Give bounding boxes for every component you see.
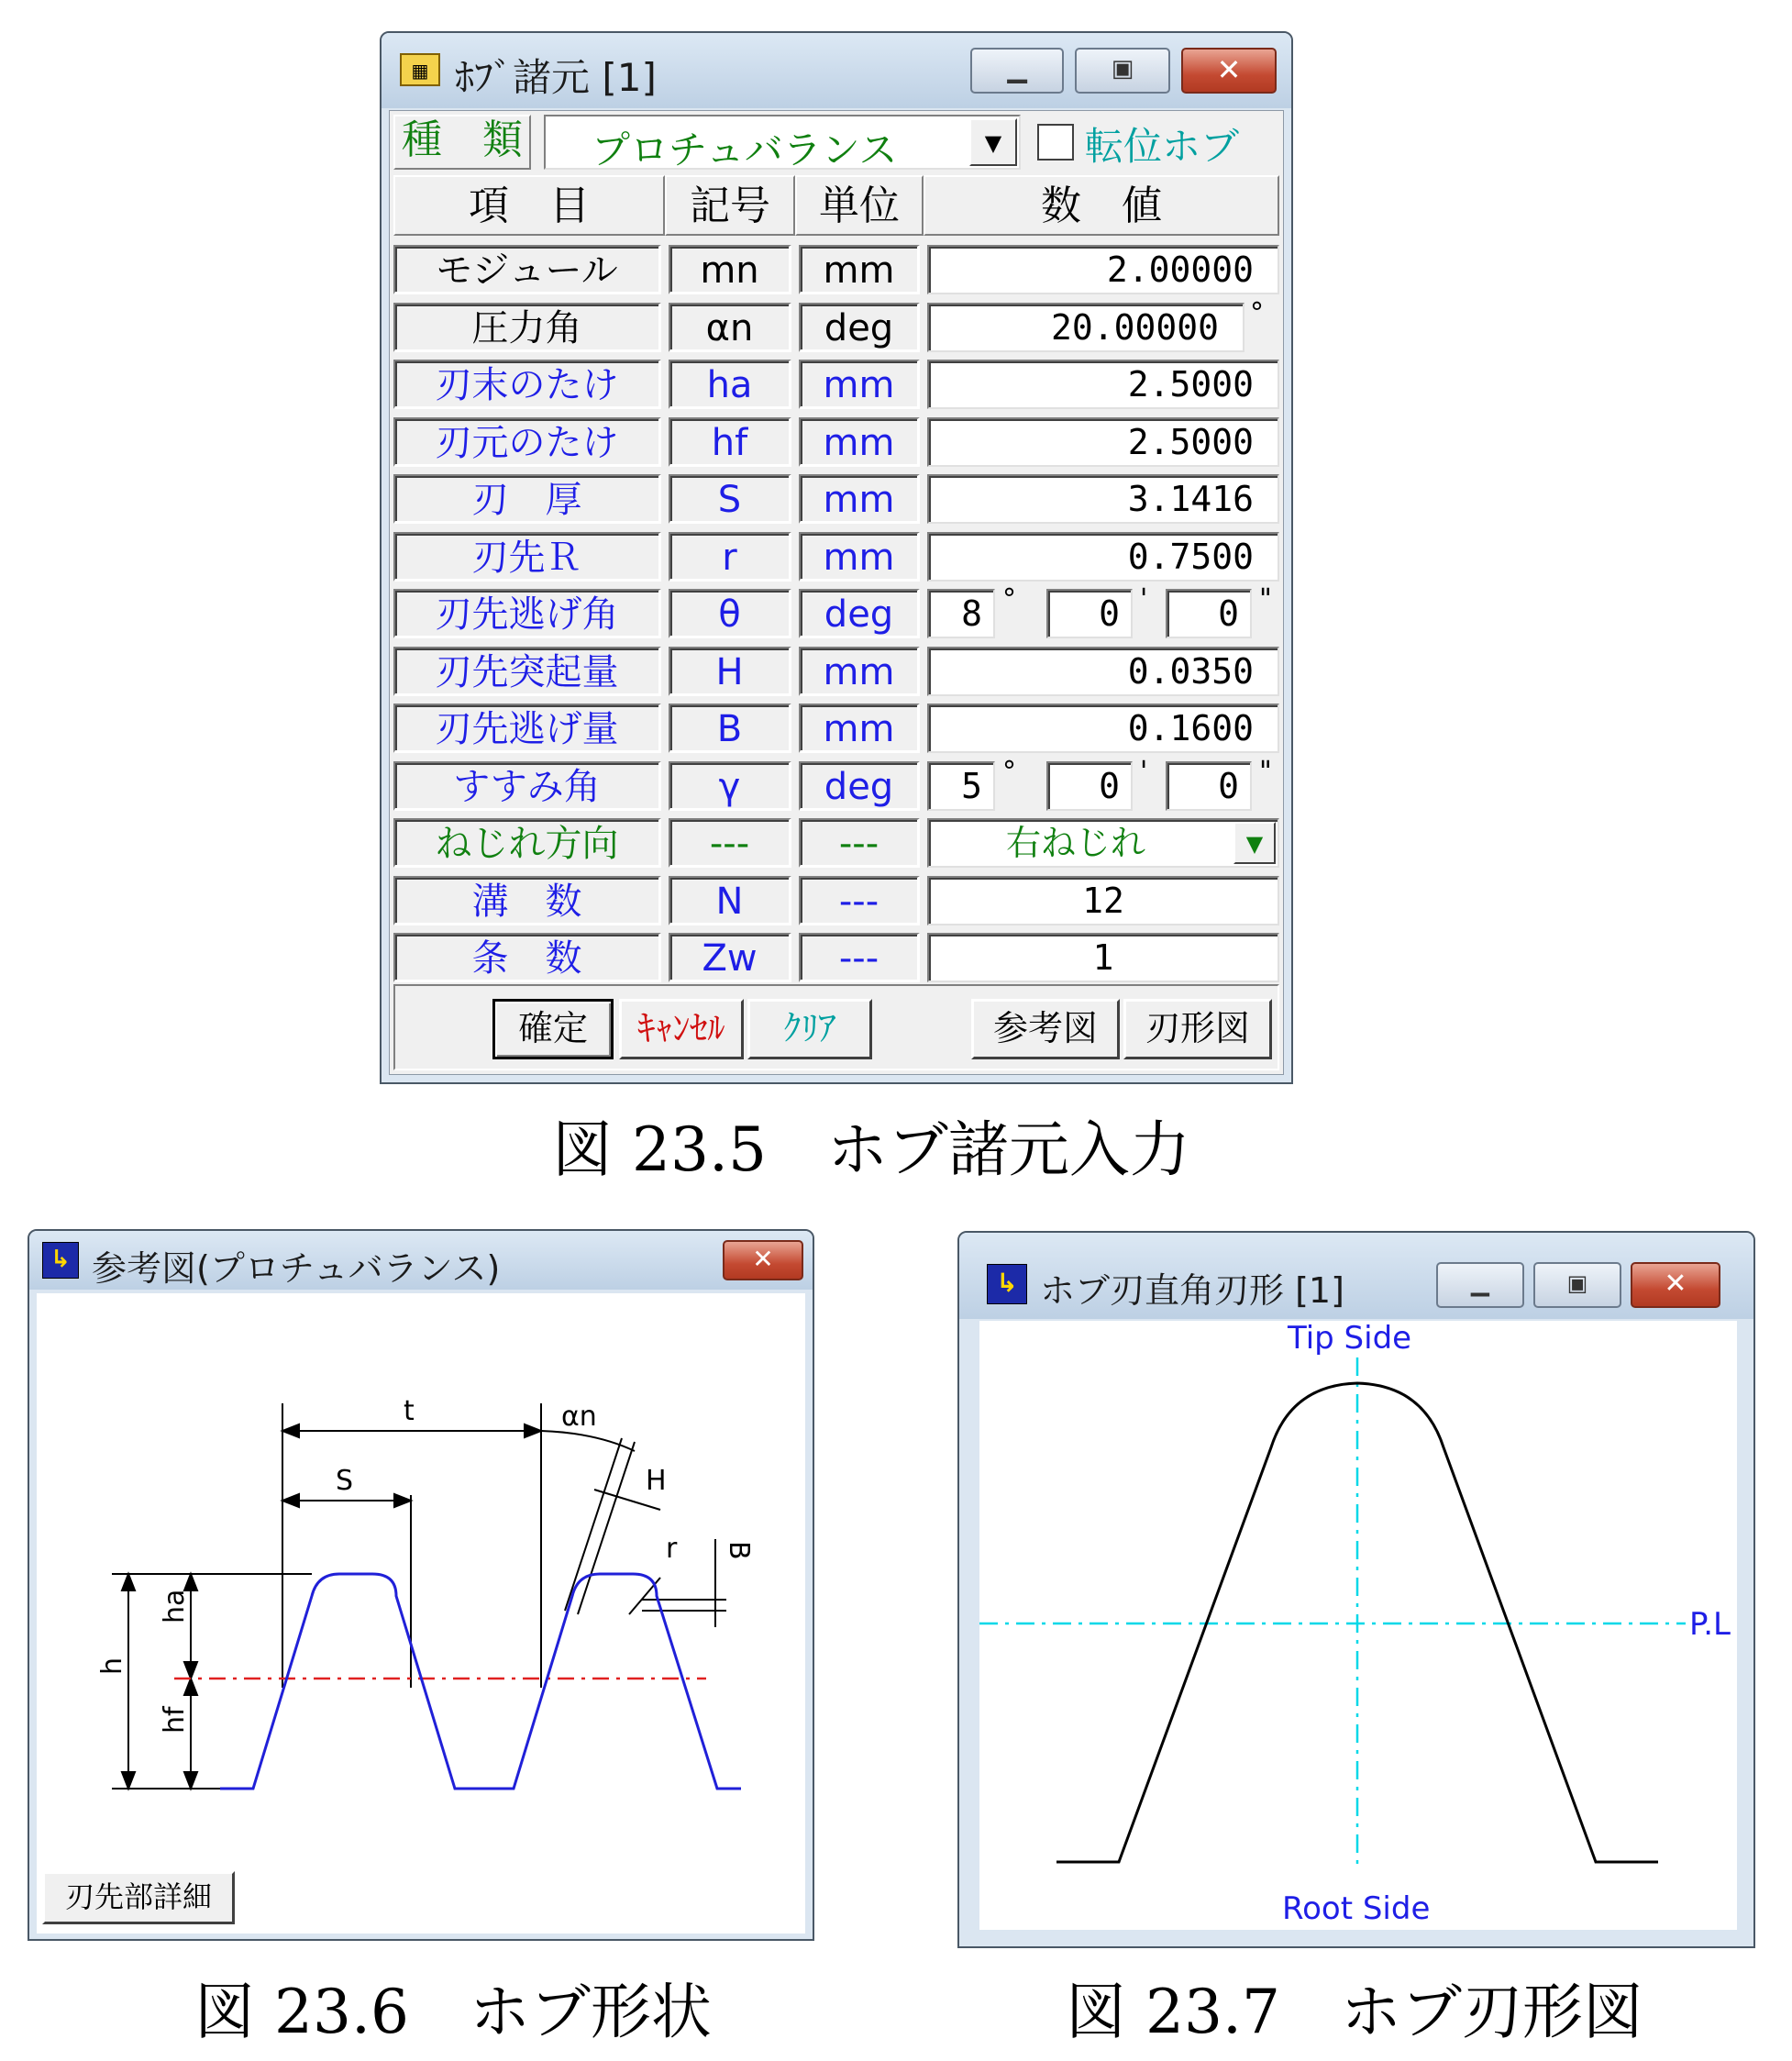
row-value-input[interactable]: 3.1416 <box>927 474 1279 524</box>
profile-window <box>957 1231 1755 1948</box>
title-bar <box>382 33 1291 108</box>
label-b: B <box>723 1541 755 1560</box>
row-dms-input[interactable]: 5 <box>927 761 995 811</box>
label-ha: ha <box>159 1589 191 1623</box>
row-symbol: hf <box>669 417 791 467</box>
row-value-input[interactable]: 2.5000 <box>927 360 1279 409</box>
row-item-label: 刃 厚 <box>393 474 661 524</box>
gear-chip-icon: ▦ <box>400 53 440 86</box>
profile-title-bar <box>959 1233 1753 1319</box>
row-symbol: αn <box>669 303 791 352</box>
root-side-label: Root Side <box>1282 1890 1431 1927</box>
row-item-label: モジュール <box>393 245 661 294</box>
header-item: 項 目 <box>393 175 665 236</box>
type-select-value: プロチュバランス <box>592 127 898 172</box>
header-value: 数 値 <box>924 175 1279 236</box>
row-dms-input[interactable]: 0 <box>1046 589 1133 638</box>
row-value-input[interactable]: 1 <box>927 933 1279 982</box>
shift-hob-label: 転位ホブ <box>1085 124 1240 169</box>
row-symbol: θ <box>669 589 791 638</box>
row-dms-input[interactable]: 0 <box>1046 761 1133 811</box>
row-symbol: --- <box>669 818 791 868</box>
app-icon: ↳ <box>42 1242 79 1279</box>
twist-direction-select[interactable] <box>927 818 1279 868</box>
clear-button[interactable]: ｸﾘｱ <box>747 999 872 1059</box>
degree-unit-mark: ° <box>1250 297 1264 329</box>
row-unit: deg <box>799 303 920 352</box>
row-unit: --- <box>799 818 920 868</box>
label-hf: hf <box>159 1706 191 1734</box>
figure-caption-23-5: 図 23.5 ホブ諸元入力 <box>552 1114 1190 1185</box>
row-item-label: 圧力角 <box>393 303 661 352</box>
row-unit: mm <box>799 704 920 753</box>
hob-spec-window <box>380 31 1293 1084</box>
chevron-down-icon[interactable]: ▼ <box>969 118 1017 166</box>
label-r: r <box>666 1533 678 1565</box>
dialog-client-area <box>389 110 1284 1075</box>
app-icon: ↳ <box>987 1264 1027 1304</box>
row-value-input[interactable]: 2.00000 <box>927 245 1279 294</box>
label-h-protrusion: H <box>646 1465 667 1497</box>
header-symbol: 記号 <box>665 175 795 236</box>
row-value-input[interactable]: 0.0350 <box>927 647 1279 696</box>
header-unit: 単位 <box>795 175 924 236</box>
row-unit: mm <box>799 245 920 294</box>
chevron-down-icon[interactable]: ▼ <box>1233 822 1276 864</box>
row-item-label: 溝 数 <box>393 876 661 925</box>
figure-caption-23-6: 図 23.6 ホブ形状 <box>194 1977 712 2047</box>
minimize-button[interactable]: ▁ <box>970 48 1064 94</box>
row-unit: mm <box>799 532 920 582</box>
row-item-label: 刃先突起量 <box>393 647 661 696</box>
row-value-input[interactable]: 0.7500 <box>927 532 1279 582</box>
label-s: S <box>336 1465 354 1497</box>
dimension-lines <box>112 1403 726 1789</box>
close-button[interactable]: ✕ <box>1631 1262 1720 1308</box>
row-unit: mm <box>799 474 920 524</box>
row-symbol: H <box>669 647 791 696</box>
profile-figure-button[interactable]: 刃形図 <box>1123 999 1272 1059</box>
row-symbol: γ <box>669 761 791 811</box>
confirm-button[interactable]: 確定 <box>492 999 614 1059</box>
tooth-profile <box>220 1574 741 1789</box>
row-dms-mark: ' <box>1140 756 1148 788</box>
cancel-button[interactable]: ｷｬﾝｾﾙ <box>619 999 744 1059</box>
profile-window-title: ホブ刃直角刃形 [1] <box>1040 1270 1344 1311</box>
row-item-label: 条 数 <box>393 933 661 982</box>
tip-detail-button[interactable]: 刃先部詳細 <box>42 1871 235 1924</box>
label-alpha: αn <box>561 1401 597 1433</box>
row-unit: deg <box>799 761 920 811</box>
row-symbol: ha <box>669 360 791 409</box>
shift-hob-checkbox[interactable] <box>1037 124 1074 161</box>
row-symbol: Zw <box>669 933 791 982</box>
row-symbol: N <box>669 876 791 925</box>
row-unit: --- <box>799 933 920 982</box>
row-unit: mm <box>799 360 920 409</box>
row-unit: deg <box>799 589 920 638</box>
row-symbol: B <box>669 704 791 753</box>
close-button[interactable]: ✕ <box>723 1240 803 1280</box>
row-item-label: 刃先逃げ量 <box>393 704 661 753</box>
hob-profile-diagram <box>979 1321 1737 1930</box>
row-unit: --- <box>799 876 920 925</box>
row-item-label: すすみ角 <box>393 761 661 811</box>
row-dms-mark: ° <box>1002 756 1016 788</box>
maximize-button[interactable]: ▣ <box>1533 1262 1621 1308</box>
row-value-input[interactable]: 12 <box>927 876 1279 925</box>
row-item-label: 刃元のたけ <box>393 417 661 467</box>
twist-direction-value: 右ねじれ <box>1005 823 1145 863</box>
row-item-label: ねじれ方向 <box>393 818 661 868</box>
reference-figure-window <box>28 1229 814 1941</box>
row-dms-mark: " <box>1259 756 1272 788</box>
row-symbol: S <box>669 474 791 524</box>
reference-title-bar <box>29 1231 813 1290</box>
profile-canvas <box>979 1321 1737 1930</box>
type-label: 種 類 <box>393 115 531 170</box>
minimize-button[interactable]: ▁ <box>1436 1262 1524 1308</box>
row-dms-mark: ' <box>1140 583 1148 615</box>
row-dms-mark: " <box>1259 583 1272 615</box>
row-unit: mm <box>799 647 920 696</box>
pitch-line-label: P.L <box>1689 1606 1731 1643</box>
tip-side-label: Tip Side <box>1288 1321 1412 1357</box>
hob-shape-diagram <box>37 1293 805 1934</box>
row-dms-mark: ° <box>1002 583 1016 615</box>
window-title: ﾎﾌﾞ諸元 [1] <box>455 55 657 100</box>
row-dms-input[interactable]: 8 <box>927 589 995 638</box>
row-symbol: mn <box>669 245 791 294</box>
row-value-input[interactable]: 20.00000 <box>927 303 1244 352</box>
row-value-input[interactable]: 0.1600 <box>927 704 1279 753</box>
label-t: t <box>404 1395 415 1427</box>
row-item-label: 刃先Ｒ <box>393 532 661 582</box>
row-dms-input[interactable]: 0 <box>1166 761 1252 811</box>
row-unit: mm <box>799 417 920 467</box>
row-dms-input[interactable]: 0 <box>1166 589 1252 638</box>
reference-figure-button[interactable]: 参考図 <box>971 999 1120 1059</box>
close-button[interactable]: ✕ <box>1181 48 1277 94</box>
row-item-label: 刃末のたけ <box>393 360 661 409</box>
label-h: h <box>96 1657 128 1675</box>
maximize-button[interactable]: ▣ <box>1075 48 1170 94</box>
reference-canvas <box>37 1293 805 1934</box>
reference-window-title: 参考図(プロチュバランス) <box>92 1248 501 1289</box>
type-select[interactable] <box>544 115 1021 170</box>
row-item-label: 刃先逃げ角 <box>393 589 661 638</box>
figure-caption-23-7: 図 23.7 ホブ刃形図 <box>1066 1977 1643 2047</box>
row-symbol: r <box>669 532 791 582</box>
row-value-input[interactable]: 2.5000 <box>927 417 1279 467</box>
